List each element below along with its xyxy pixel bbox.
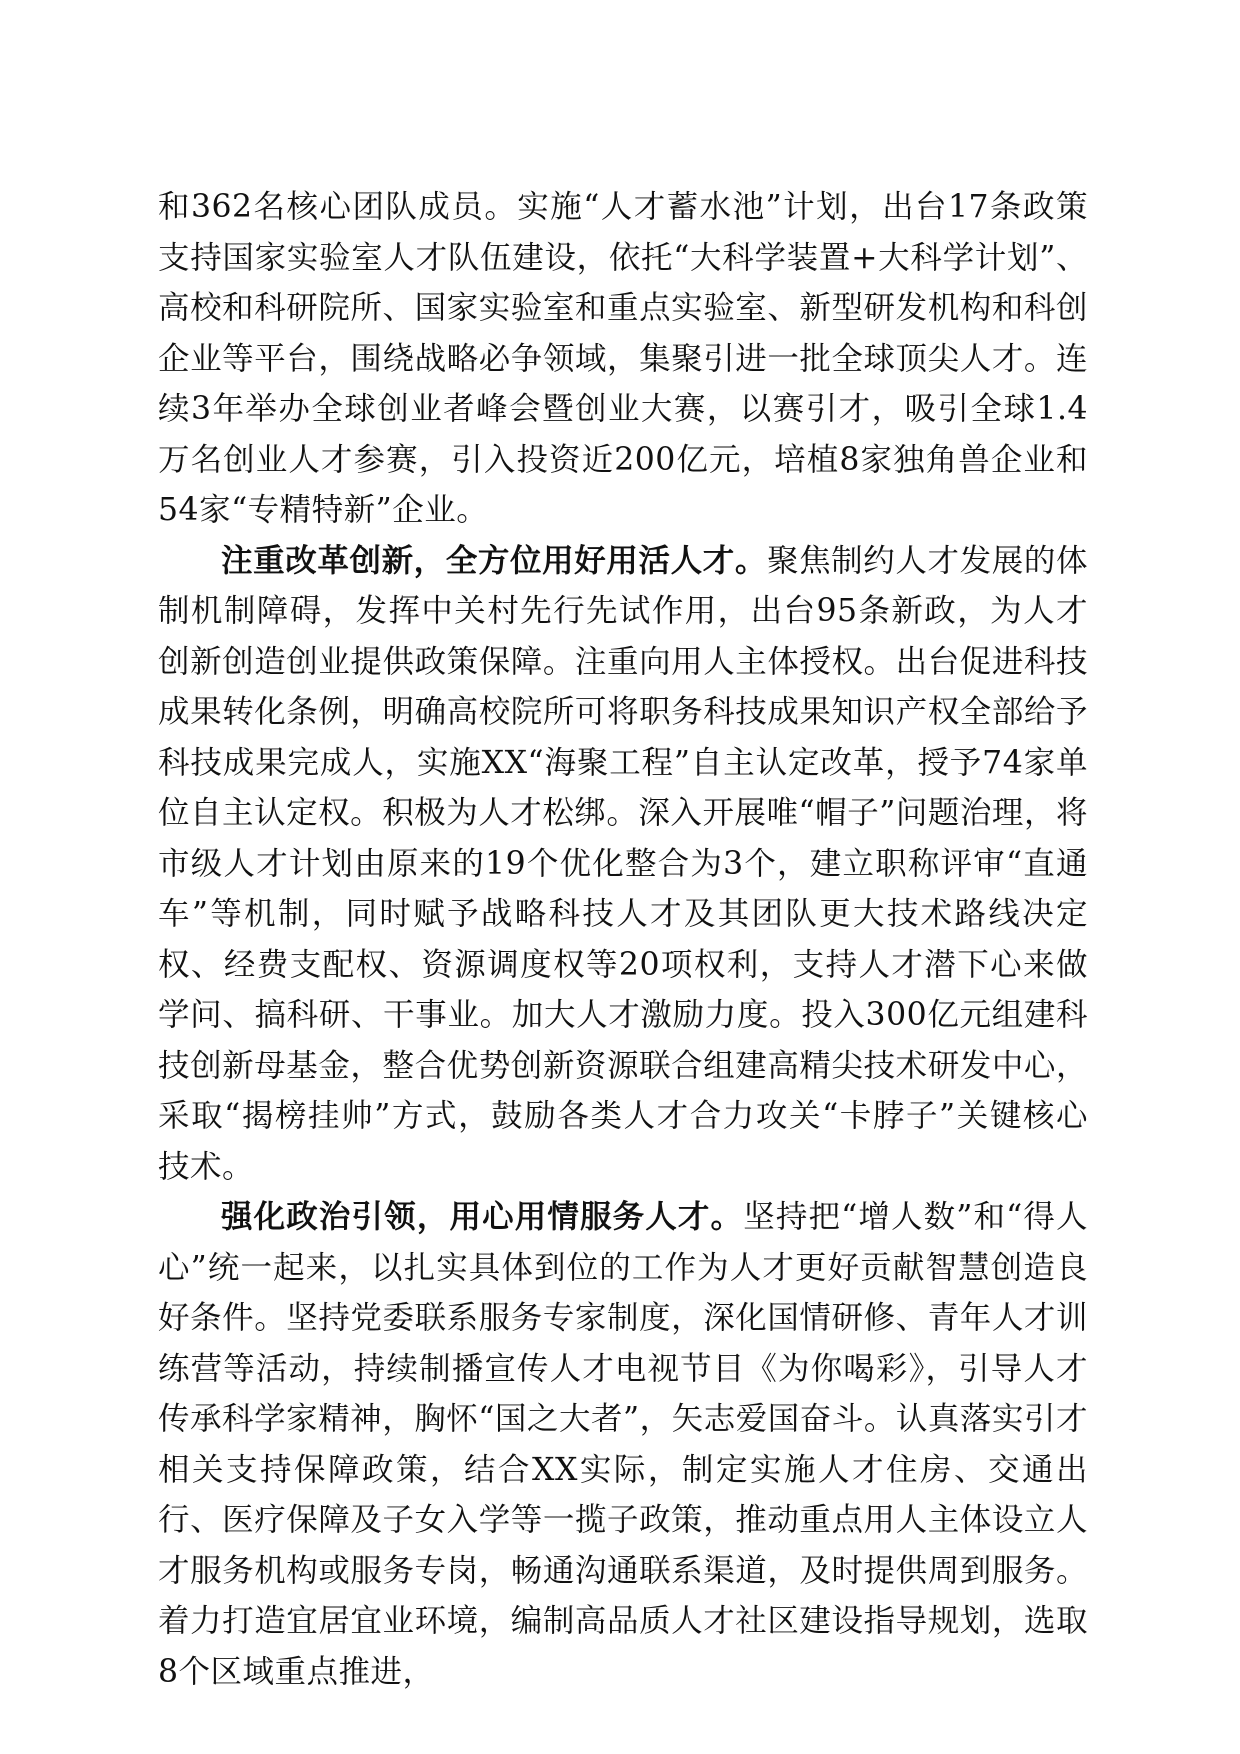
paragraph-2-lead-heading: 注重改革创新，全方位用好用活人才。: [221, 542, 767, 579]
paragraph-political-guidance: [158, 1192, 1088, 1697]
paragraph-continuation: [158, 182, 1088, 536]
paragraph-2-text: 聚焦制约人才发展的体制机制障碍，发挥中关村先行先试作用，出台95条新政，为人才创新创造创业提供政策保障。注重向用人主体授权。出台促进科技成果转化条例，明确高校院所可将职务科技成果知识产权全部给予科技成果完成人，实施XX“海聚工程”自主认定改革，授予74家单位自主认定权。积极为人才松绑。深入开展唯“帽子”问题治理，将市级人才计划由原来的19个优化整合为3个，建立职称评审“直通车”等机制，同时赋予战略科技人才及其团队更大技术路线决定权、经费支配权、资源调度权等20项权利，支持人才潜下心来做学问、搞科研、干事业。加大人才激励力度。投入300亿元组建科技创新母基金，整合优势创新资源联合组建高精尖技术研发中心，采取“揭榜挂帅”方式，鼓励各类人才合力攻关“卡脖子”关键核心技术。: [158, 542, 1088, 1185]
paragraph-3-lead-heading: 强化政治引领，用心用情服务人才。: [221, 1199, 744, 1235]
document-page: [158, 182, 1088, 1697]
paragraph-reform-innovation: [158, 536, 1088, 1193]
paragraph-3-text: 坚持把“增人数”和“得人心”统一起来，以扎实具体到位的工作为人才更好贡献智慧创造良好条件。坚持党委联系服务专家制度，深化国情研修、青年人才训练营等活动，持续制播宣传人才电视节目《为你喝彩》，引导人才传承科学家精神，胸怀“国之大者”，矢志爱国奋斗。认真落实引才相关支持保障政策，结合XX实际，制定实施人才住房、交通出行、医疗保障及子女入学等一揽子政策，推动重点用人主体设立人才服务机构或服务专岗，畅通沟通联系渠道，及时提供周到服务。着力打造宜居宜业环境，编制高品质人才社区建设指导规划，选取8个区域重点推进，: [158, 1199, 1088, 1690]
paragraph-1-text: 和362名核心团队成员。实施“人才蓄水池”计划，出台17条政策支持国家实验室人才队伍建设，依托“大科学装置+大科学计划”、高校和科研院所、国家实验室和重点实验室、新型研发机构和科创企业等平台，围绕战略必争领域，集聚引进一批全球顶尖人才。连续3年举办全球创业者峰会暨创业大赛，以赛引才，吸引全球1.4万名创业人才参赛，引入投资近200亿元，培植8家独角兽企业和54家“专精特新”企业。: [158, 189, 1088, 528]
